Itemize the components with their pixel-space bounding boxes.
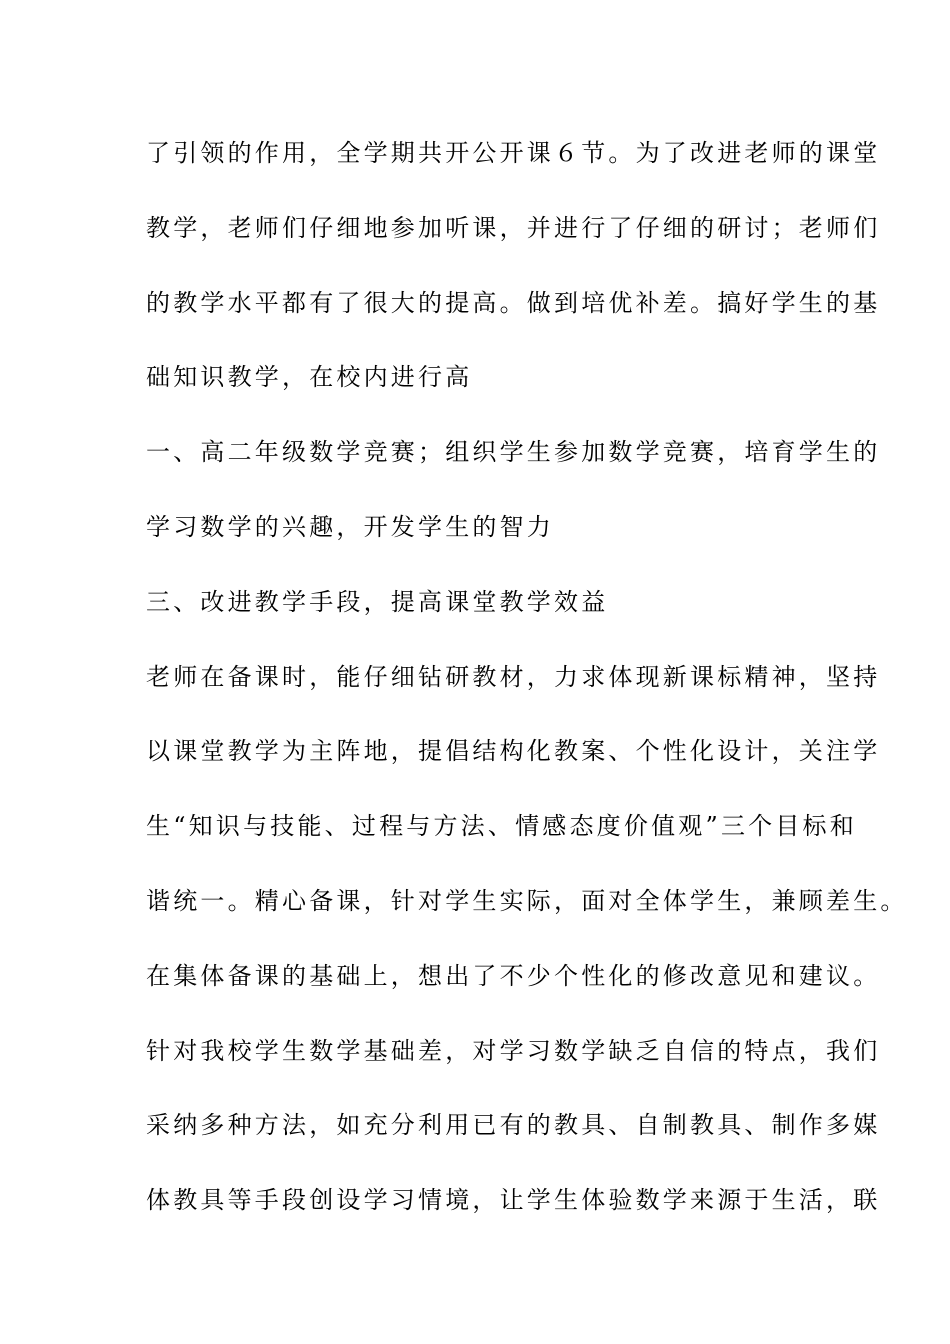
body-text (146, 131, 908, 1253)
text-line: 的教学水平都有了很大的提高。做到培优补差。搞好学生的基 (146, 288, 881, 317)
text-line: 教学，老师们仔细地参加听课，并进行了仔细的研讨；老师们 (146, 213, 881, 242)
text-line: 体教具等手段创设学习情境，让学生体验数学来源于生活，联 (146, 1186, 881, 1215)
text-line: 针对我校学生数学基础差，对学习数学缺乏自信的特点，我们 (146, 1036, 881, 1065)
text-line: 了引领的作用，全学期共开公开课６节。为了改进老师的课堂 (146, 139, 881, 167)
text-line: 学习数学的兴趣，开发学生的智力 (146, 512, 554, 541)
text-line: 生“知识与技能、过程与方法、情感态度价值观”三个目标和 (146, 812, 857, 841)
section-heading: 一、高二年级数学竞赛；组织学生参加数学竞赛，培育学生的 (146, 438, 881, 467)
text-line: 在集体备课的基础上，想出了不少个性化的修改意见和建议。 (146, 961, 881, 990)
section-heading: 三、改进教学手段，提高课堂教学效益 (146, 587, 609, 616)
text-line: 础知识教学，在校内进行高 (146, 363, 473, 392)
text-line: 谐统一。精心备课，针对学生实际，面对全体学生，兼顾差生。 (146, 886, 908, 915)
text-line: 以课堂教学为主阵地，提倡结构化教案、个性化设计，关注学 (146, 737, 881, 766)
text-line: 采纳多种方法，如充分利用已有的教具、自制教具、制作多媒 (146, 1111, 881, 1140)
text-line: 老师在备课时，能仔细钻研教材，力求体现新课标精神，坚持 (146, 662, 881, 691)
